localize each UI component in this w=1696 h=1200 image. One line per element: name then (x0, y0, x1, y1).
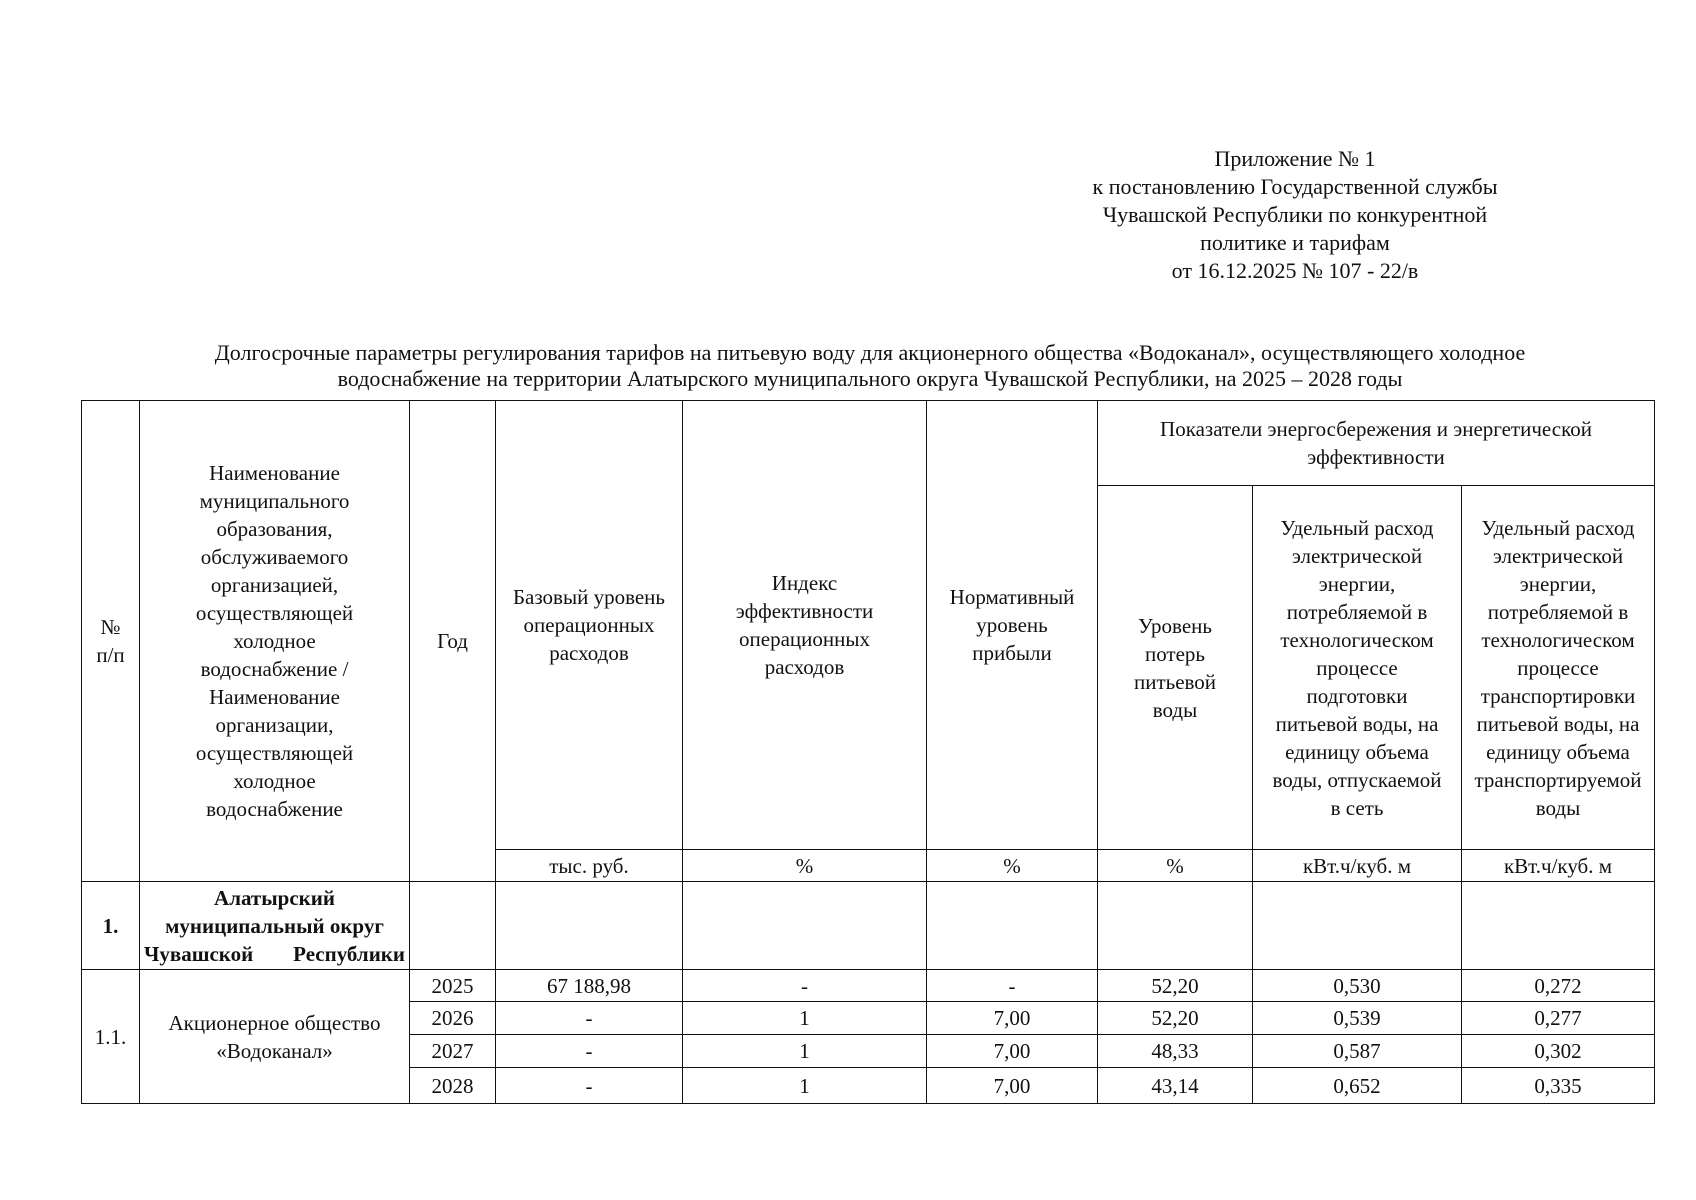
empty-cell (410, 882, 496, 970)
row-year: 2025 (410, 970, 496, 1002)
header-energy-transport: Удельный расход электрической энергии, потребляемой в технологическом процессе транспортировки питьевой воды, на единицу объема транспортируемой воды (1462, 486, 1655, 850)
unit-water-losses: % (1098, 850, 1253, 882)
row-efficiency-index: 1 (683, 1002, 927, 1035)
title-line-2: водоснабжение на территории Алатырского муниципального округа Чувашской Республики, на 2025 – 2028 годы (337, 366, 1403, 391)
row-efficiency-index: 1 (683, 1035, 927, 1068)
organization-num: 1.1. (82, 970, 140, 1104)
municipality-num: 1. (82, 882, 140, 970)
empty-cell (496, 882, 683, 970)
header-energy-treatment: Удельный расход электрической энергии, потребляемой в технологическом процессе подготовки питьевой воды, на единицу объема воды, отпускаемой в сеть (1253, 486, 1462, 850)
approval-line: к постановлению Государственной службы (1092, 174, 1498, 199)
row-energy-transport: 0,302 (1462, 1035, 1655, 1068)
row-energy-treatment: 0,652 (1253, 1068, 1462, 1104)
unit-normative-profit: % (927, 850, 1098, 882)
header-name: Наименование муниципального образования, обслуживаемого организацией, осуществляющей холодное водоснабжение / Наименование организации, осуществляющей холодное водоснабжение (140, 401, 410, 882)
unit-energy-treatment: кВт.ч/куб. м (1253, 850, 1462, 882)
municipality-name: Алатырский муниципальный округ Чувашской Республики (140, 882, 410, 970)
header-year: Год (410, 401, 496, 882)
row-year: 2027 (410, 1035, 496, 1068)
header-normative-profit: Нормативный уровень прибыли (927, 401, 1098, 850)
empty-cell (683, 882, 927, 970)
organization-name: Акционерное общество «Водоканал» (140, 970, 410, 1104)
empty-cell (927, 882, 1098, 970)
header-energy-group: Показатели энергосбережения и энергетической эффективности (1098, 401, 1655, 486)
row-water-losses: 52,20 (1098, 970, 1253, 1002)
row-efficiency-index: 1 (683, 1068, 927, 1104)
unit-energy-transport: кВт.ч/куб. м (1462, 850, 1655, 882)
row-water-losses: 52,20 (1098, 1002, 1253, 1035)
row-base-opex: 67 188,98 (496, 970, 683, 1002)
row-energy-transport: 0,277 (1462, 1002, 1655, 1035)
header-water-losses: Уровень потерь питьевой воды (1098, 486, 1253, 850)
empty-cell (1098, 882, 1253, 970)
title-line-1: Долгосрочные параметры регулирования тарифов на питьевую воду для акционерного общества «Водоканал», осуществляющего холодное (214, 340, 1526, 365)
row-energy-treatment: 0,539 (1253, 1002, 1462, 1035)
row-base-opex: - (496, 1068, 683, 1104)
row-energy-treatment: 0,530 (1253, 970, 1462, 1002)
tariff-parameters-table (81, 400, 1655, 1104)
empty-cell (1462, 882, 1655, 970)
approval-line: Приложение № 1 (1214, 146, 1376, 171)
header-base-opex: Базовый уровень операционных расходов (496, 401, 683, 850)
header-num: № п/п (82, 401, 140, 882)
row-energy-transport: 0,335 (1462, 1068, 1655, 1104)
row-water-losses: 48,33 (1098, 1035, 1253, 1068)
header-efficiency-index: Индекс эффективности операционных расходов (683, 401, 927, 850)
row-energy-transport: 0,272 (1462, 970, 1655, 1002)
row-year: 2028 (410, 1068, 496, 1104)
approval-line: политике и тарифам (1200, 230, 1390, 255)
row-efficiency-index: - (683, 970, 927, 1002)
unit-efficiency-index: % (683, 850, 927, 882)
row-normative-profit: - (927, 970, 1098, 1002)
row-normative-profit: 7,00 (927, 1002, 1098, 1035)
row-base-opex: - (496, 1002, 683, 1035)
table-row (82, 970, 1655, 1002)
row-year: 2026 (410, 1002, 496, 1035)
row-energy-treatment: 0,587 (1253, 1035, 1462, 1068)
row-base-opex: - (496, 1035, 683, 1068)
empty-cell (1253, 882, 1462, 970)
approval-block (1040, 145, 1550, 285)
row-normative-profit: 7,00 (927, 1035, 1098, 1068)
row-water-losses: 43,14 (1098, 1068, 1253, 1104)
document-title (60, 340, 1680, 392)
unit-base-opex: тыс. руб. (496, 850, 683, 882)
approval-line: Чувашской Республики по конкурентной (1102, 202, 1488, 227)
approval-line: от 16.12.2025 № 107 - 22/в (1171, 258, 1419, 283)
row-normative-profit: 7,00 (927, 1068, 1098, 1104)
